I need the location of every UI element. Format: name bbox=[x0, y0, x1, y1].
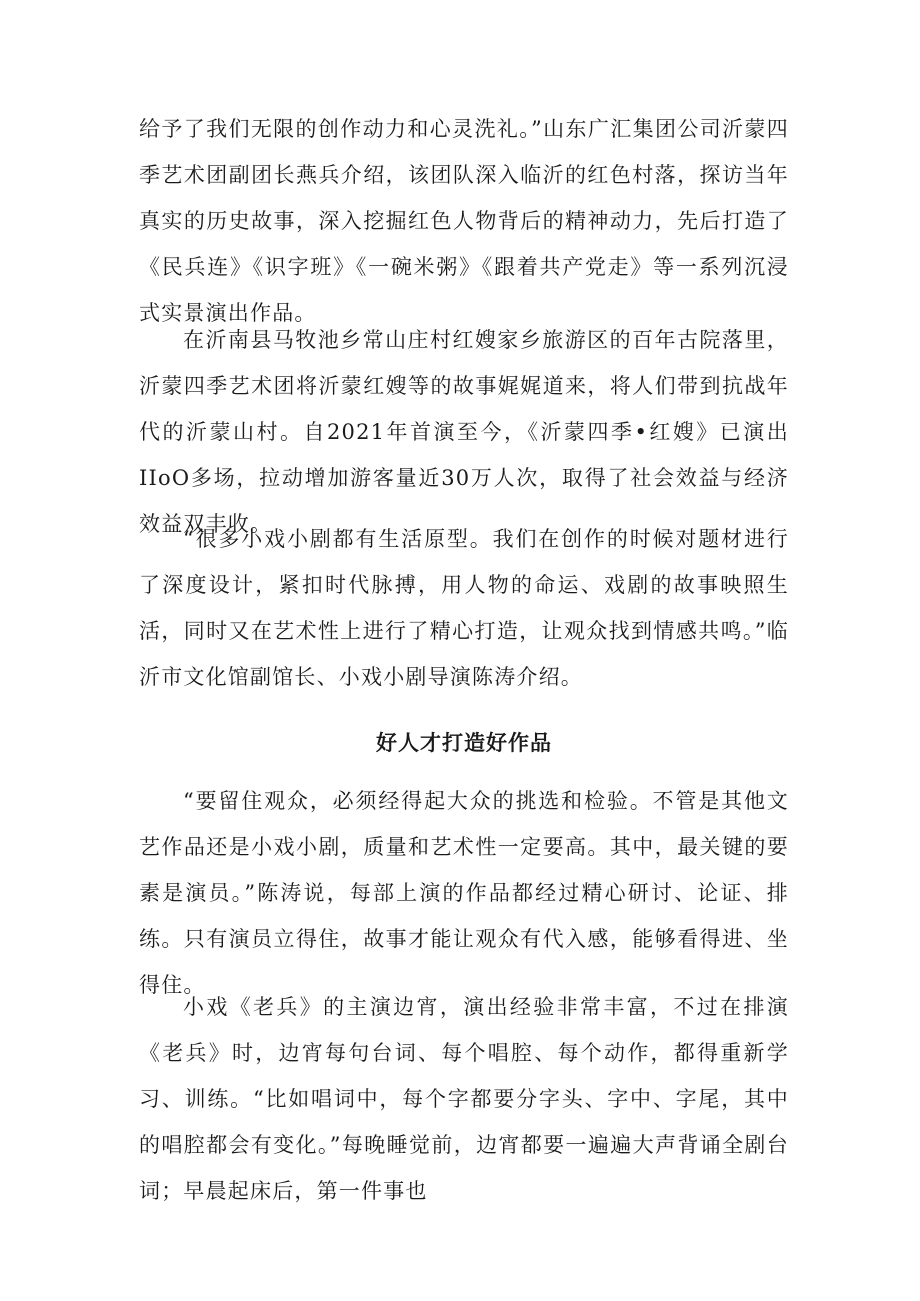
paragraph-old-soldier-play: 小戏《老兵》的主演边宵，演出经验非常丰富，不过在排演《老兵》时，边宵每句台词、每个唱腔、每个动作，都得重新学习、训练。“比如唱词中，每个字都要分字头、字中、字尾，其中的唱腔都会有变化。”每晚睡觉前，边宵都要一遍遍大声背诵全剧台词；早晨起床后，第一件事也 bbox=[139, 995, 789, 1203]
paragraph-retain-audience: “要留住观众，必须经得起大众的挑选和检验。不管是其他文艺作品还是小戏小剧，质量和艺术性一定要高。其中，最关键的要素是演员。”陈涛说，每部上演的作品都经过精心研讨、论证、排练。只有演员立得住，故事才能让观众有代入感，能够看得进、坐得住。 bbox=[139, 789, 789, 997]
paragraph-yimeng-red-sister: 在沂南县马牧池乡常山庄村红嫂家乡旅游区的百年古院落里，沂蒙四季艺术团将沂蒙红嫂等的故事娓娓道来，将人们带到抗战年代的沂蒙山村。自2021年首演至今，《沂蒙四季•红嫂》已演出IIoO多场，拉动增加游客量近30万人次，取得了社会效益与经济效益双丰收。 bbox=[139, 328, 789, 536]
paragraph-small-plays-origin: “很多小戏小剧都有生活原型。我们在创作的时候对题材进行了深度设计，紧扣时代脉搏，用人物的命运、戏剧的故事映照生活，同时又在艺术性上进行了精心打造，让观众找到情感共鸣。”临沂市文化馆副馆长、小戏小剧导演陈涛介绍。 bbox=[139, 527, 789, 689]
paragraph-continued-quote: 给予了我们无限的创作动力和心灵洗礼。”山东广汇集团公司沂蒙四季艺术团副团长燕兵介绍，该团队深入临沂的红色村落，探访当年真实的历史故事，深入挖掘红色人物背后的精神动力，先后打造了《民兵连》《识字班》《一碗米粥》《跟着共产党走》等一系列沉浸式实景演出作品。 bbox=[139, 117, 789, 325]
section-heading: 好人才打造好作品 bbox=[376, 730, 552, 755]
